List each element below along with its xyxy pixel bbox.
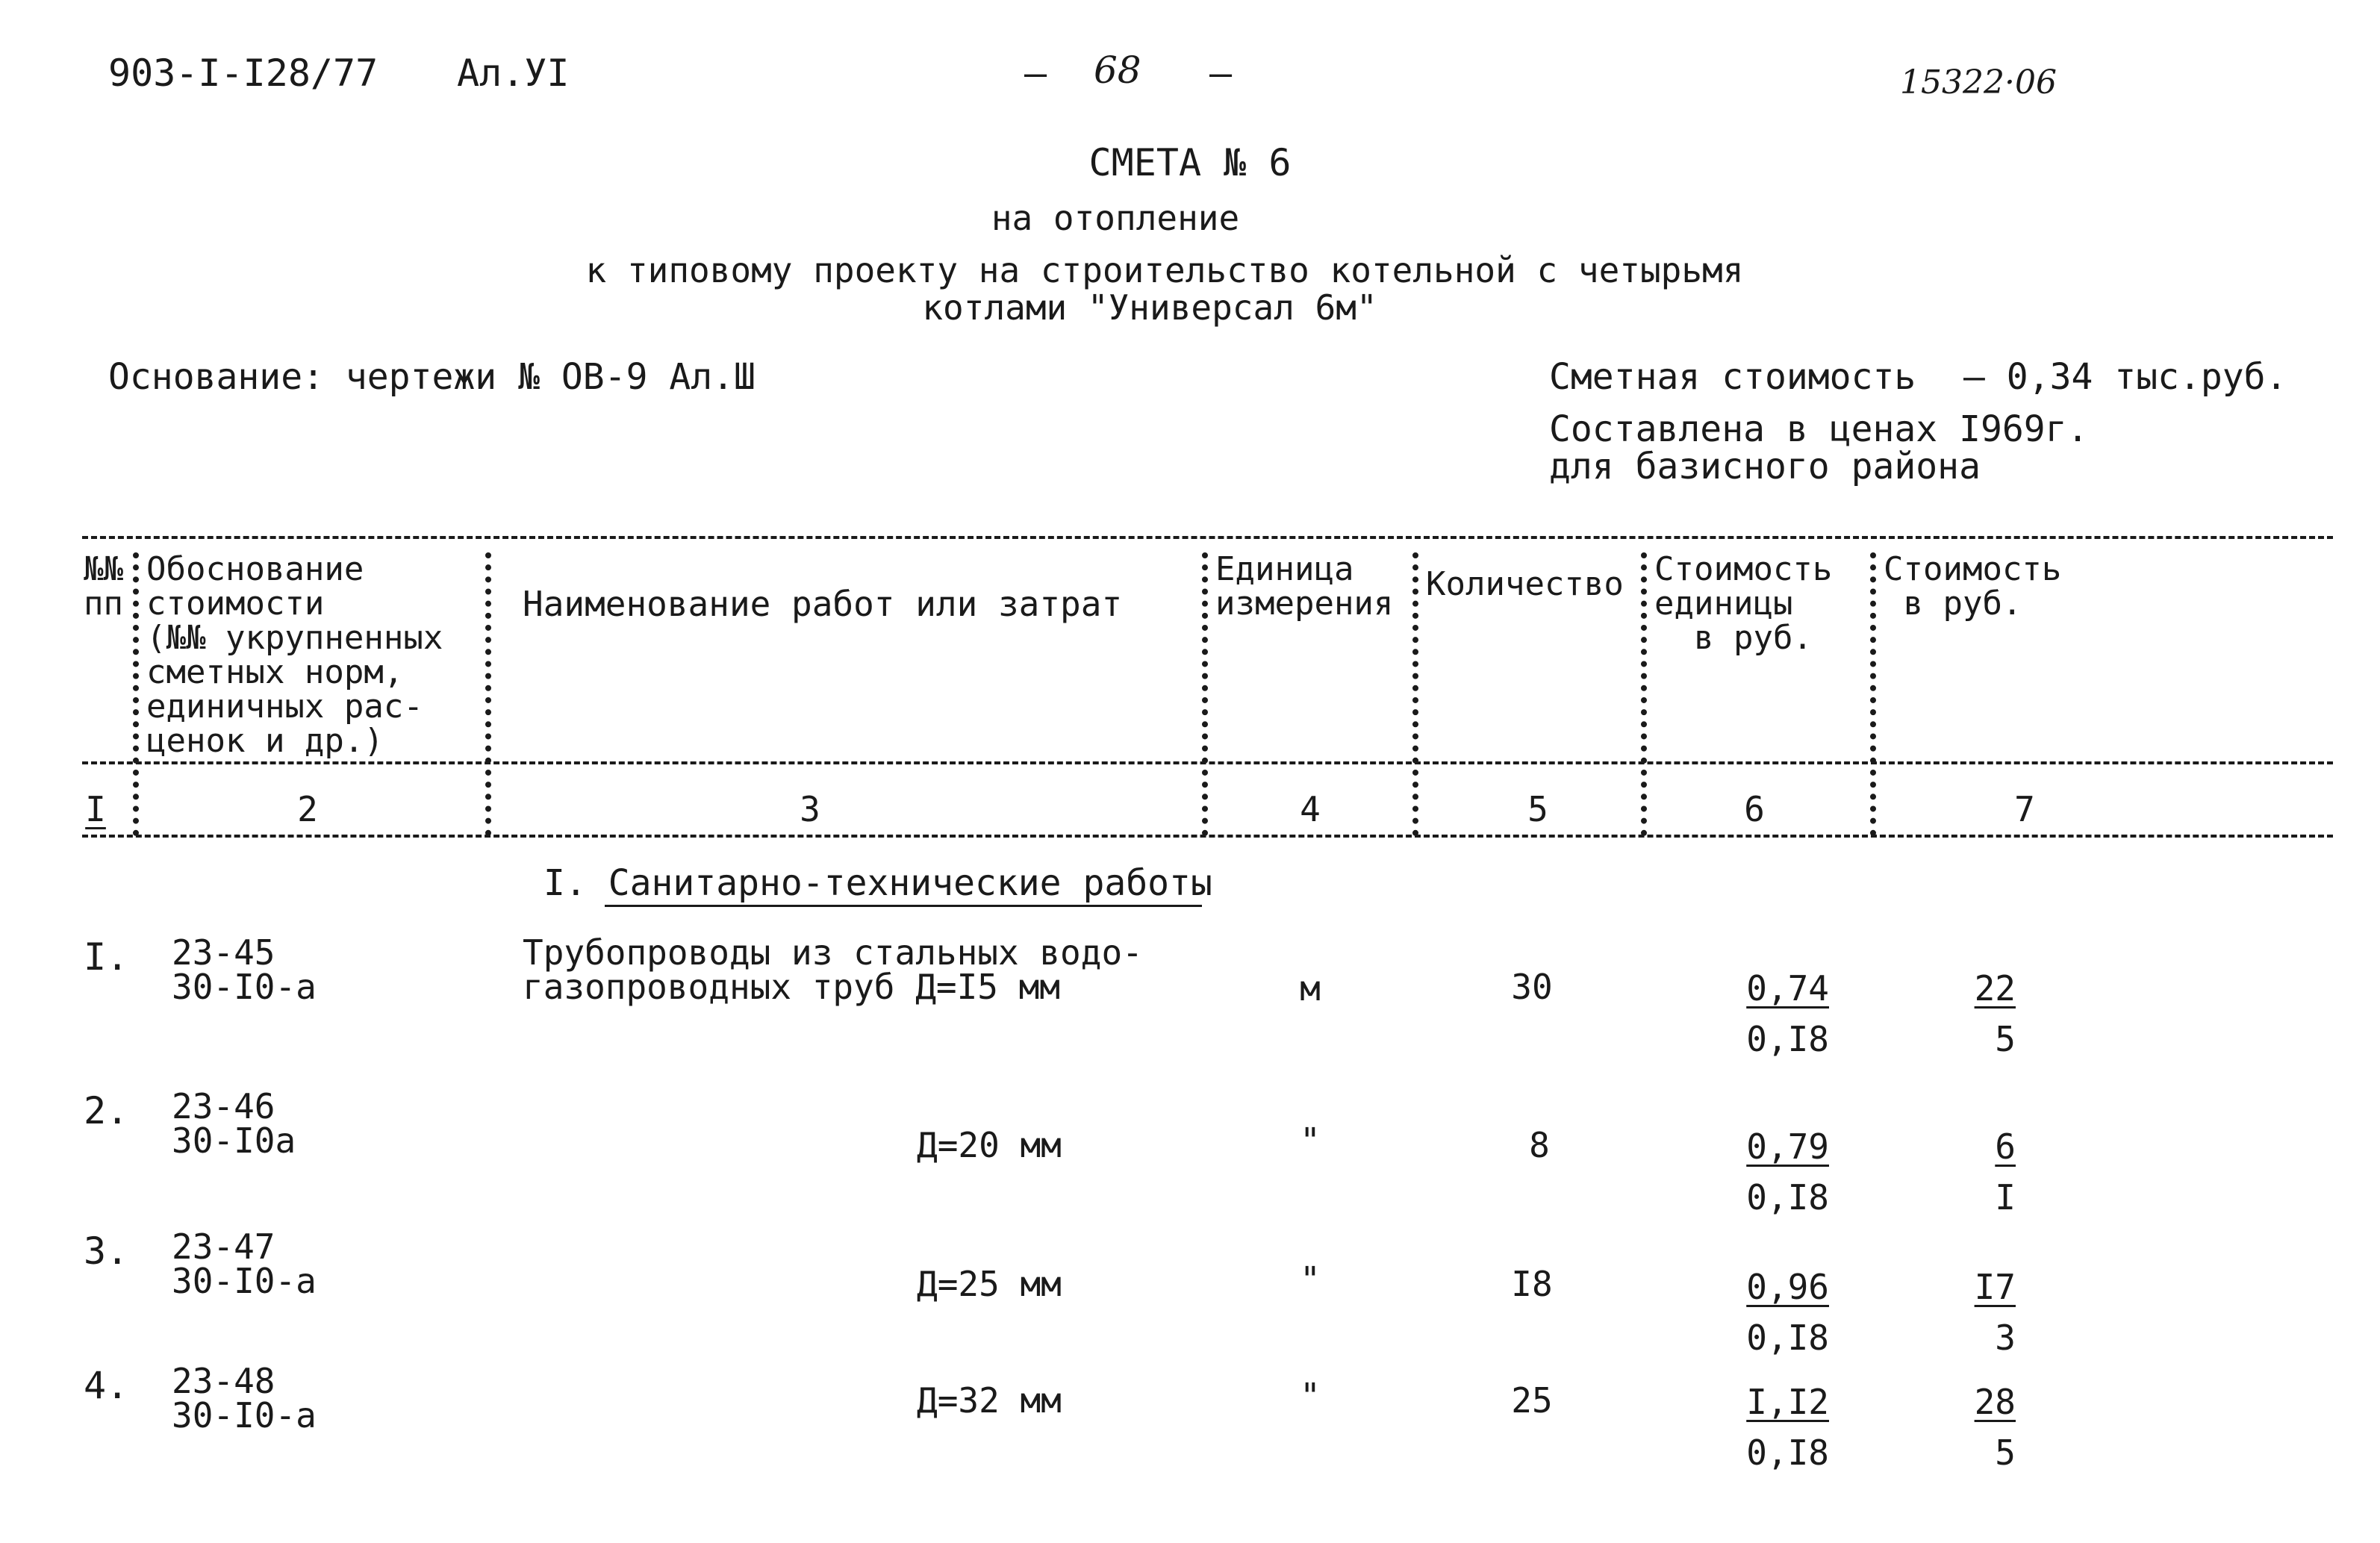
row-unit-cost	[1725, 1121, 1829, 1223]
row-number: 4.	[84, 1364, 129, 1407]
column-number-2: 2	[297, 789, 318, 829]
row-unit: м	[1300, 968, 1321, 1009]
row-basis-norm: 30-I0-а	[172, 967, 317, 1007]
estimate-subtitle: на отопление	[991, 198, 1240, 238]
column-number-5: 5	[1527, 789, 1548, 829]
row-basis-norm: 30-I0-а	[172, 1395, 317, 1436]
row-unit-cost	[1725, 1377, 1829, 1478]
row-total-top: I7	[1974, 1267, 2016, 1307]
basis-text: Основание: чертежи № ОВ-9 Ал.Ш	[108, 356, 756, 398]
row-number: I.	[84, 935, 129, 979]
estimate-title: СМЕТА № 6	[1088, 141, 1292, 184]
row-total-top: 6	[1995, 1126, 2016, 1167]
row-number: 2.	[84, 1089, 129, 1132]
row-total-top: 28	[1974, 1382, 2016, 1422]
row-unit-cost-bottom: 0,I8	[1746, 1433, 1829, 1473]
row-unit-cost-top: 0,74	[1746, 968, 1829, 1009]
row-work-name-2: газопроводных труб Д=I5 мм	[523, 967, 1061, 1007]
column-number-7: 7	[2014, 789, 2035, 829]
album-label: Ал.УI	[457, 52, 570, 95]
row-total-cost	[1956, 1377, 2016, 1478]
row-total-cost	[1956, 1121, 2016, 1223]
column-number-4: 4	[1300, 789, 1321, 829]
document-code: 903-I-I28/77	[108, 52, 379, 95]
row-quantity: I8	[1511, 1264, 1553, 1304]
page-dash-right: –	[1209, 52, 1233, 95]
row-basis-norm: 30-I0а	[172, 1120, 296, 1161]
header-unit: Единица измерения	[1215, 550, 1394, 623]
row-basis-code: 23-46	[172, 1086, 275, 1126]
row-quantity: 25	[1511, 1380, 1553, 1421]
section-title-text: I. Санитарно-технические работы	[543, 862, 1212, 904]
column-separator-1	[133, 552, 139, 836]
row-unit-cost	[1725, 963, 1829, 1064]
cost-label: Сметная стоимость	[1549, 356, 1916, 398]
row-basis-norm: 30-I0-а	[172, 1261, 317, 1301]
row-unit-cost-bottom: 0,I8	[1746, 1177, 1829, 1218]
table-top-rule	[82, 536, 2333, 539]
row-unit-cost-bottom: 0,I8	[1746, 1019, 1829, 1059]
row-total-bottom: 5	[1995, 1433, 2016, 1473]
row-unit-cost	[1725, 1262, 1829, 1363]
row-basis-code: 23-45	[172, 932, 275, 973]
header-number: №№ пп	[84, 550, 123, 623]
row-unit-cost-top: 0,96	[1746, 1267, 1829, 1307]
section-title-underline	[605, 905, 1202, 907]
project-line: к типовому проекту на строительство котельной с четырьмя	[585, 250, 1744, 290]
row-total-bottom: 5	[1995, 1019, 2016, 1059]
row-quantity: 30	[1511, 967, 1553, 1007]
row-work-name-2: Д=25 мм	[917, 1264, 1062, 1304]
row-work-name-2: Д=32 мм	[917, 1380, 1062, 1421]
row-unit-cost-top: I,I2	[1746, 1382, 1829, 1422]
row-unit: "	[1300, 1259, 1321, 1300]
row-basis-code: 23-47	[172, 1226, 275, 1267]
header-work-name: Наименование работ или затрат	[523, 584, 1123, 624]
row-unit: "	[1300, 1376, 1321, 1416]
column-separator-5	[1641, 552, 1647, 836]
header-unit-cost: Стоимость единицы в руб.	[1654, 550, 1833, 657]
row-total-bottom: 3	[1995, 1318, 2016, 1358]
project-line-2: котлами "Универсал 6м"	[922, 287, 1377, 328]
page-dash-left: –	[1024, 52, 1047, 95]
row-total-top: 22	[1974, 968, 2016, 1009]
header-quantity: Количество	[1426, 565, 1624, 603]
column-number-3: 3	[800, 789, 820, 829]
header-total-cost: Стоимость в руб.	[1884, 550, 2062, 623]
column-separator-4	[1412, 552, 1418, 836]
row-total-cost	[1956, 963, 2016, 1064]
row-number: 3.	[84, 1229, 129, 1273]
row-work-name-1: Трубопроводы из стальных водо-	[523, 932, 1143, 973]
section-title	[543, 864, 1212, 902]
column-number-1: I	[85, 789, 106, 829]
page-number: 68	[1094, 49, 1141, 92]
column-separator-6	[1870, 552, 1876, 836]
row-unit-cost-bottom: 0,I8	[1746, 1318, 1829, 1358]
region-note: для базисного района	[1549, 446, 1981, 487]
cost-value: – 0,34 тыс.руб.	[1963, 356, 2287, 398]
row-work-name-2: Д=20 мм	[917, 1125, 1062, 1165]
column-number-6: 6	[1744, 789, 1765, 829]
row-total-cost	[1956, 1262, 2016, 1363]
column-separator-3	[1202, 552, 1208, 836]
column-separator-2	[485, 552, 491, 836]
row-quantity: 8	[1529, 1125, 1550, 1165]
prices-note: Составлена в ценах I969г.	[1549, 408, 2089, 450]
handwritten-reference: 15322·06	[1900, 63, 2057, 102]
row-unit-cost-top: 0,79	[1746, 1126, 1829, 1167]
row-total-bottom: I	[1995, 1177, 2016, 1218]
row-unit: "	[1300, 1120, 1321, 1161]
row-basis-code: 23-48	[172, 1361, 275, 1401]
header-basis: Обоснование стоимости (№№ укрупненных сметных норм, единичных рас- ценок и др.)	[146, 550, 443, 760]
